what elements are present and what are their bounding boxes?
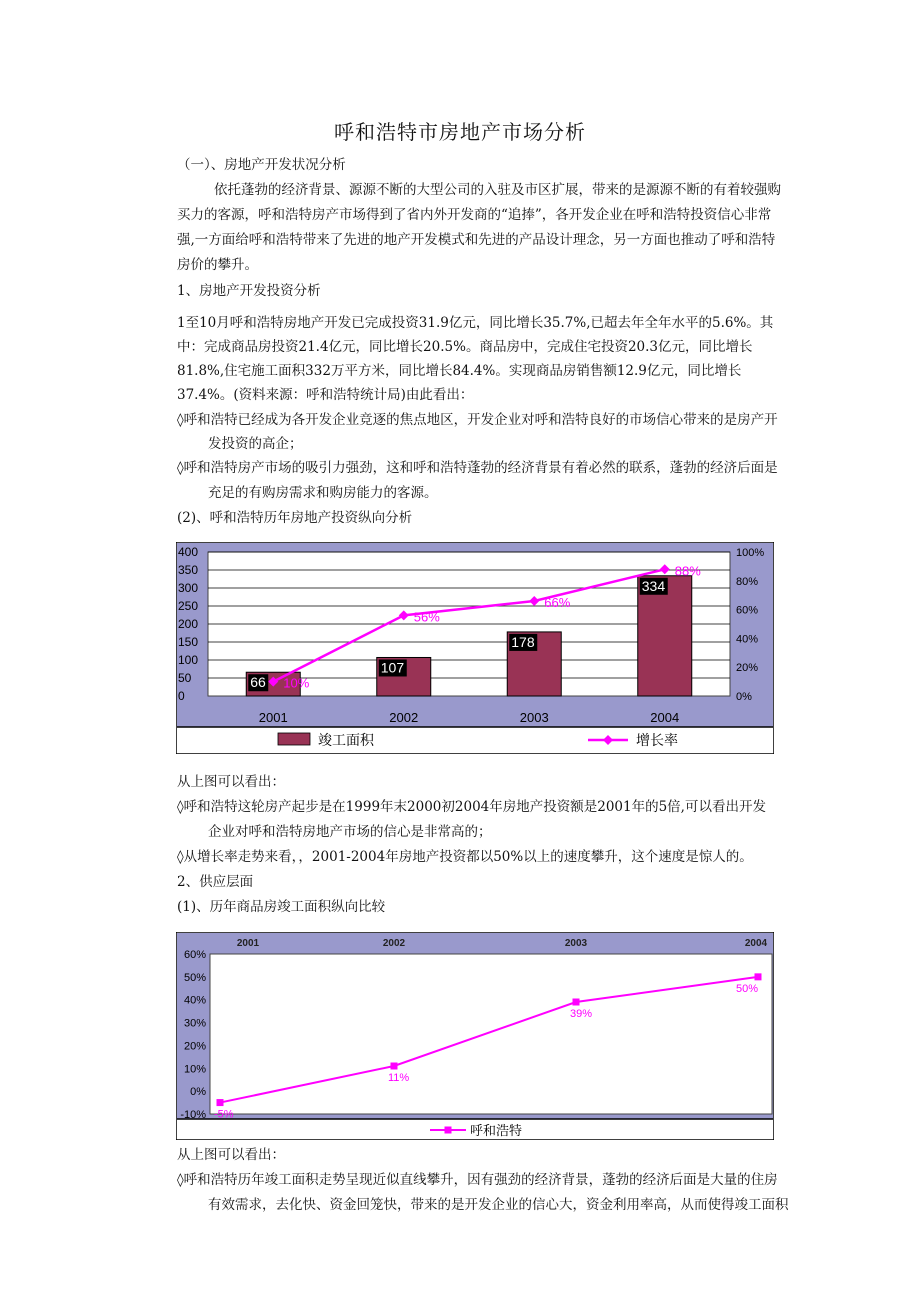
- legend-label: 增长率: [636, 732, 678, 748]
- y-tick-label: 250: [178, 599, 199, 613]
- see-from-chart2: 从上图可以看出：: [177, 1147, 285, 1163]
- y2-tick-label: 0%: [736, 691, 752, 703]
- y-tick-label: 10%: [183, 1063, 206, 1076]
- bar-data-label: 178: [511, 633, 535, 650]
- y-tick-label: 300: [178, 581, 199, 595]
- chart2-heading: (1)、历年商品房竣工面积纵向比较: [177, 899, 386, 915]
- y-tick-label: 200: [178, 617, 199, 631]
- section-heading-development: （一）、房地产开发状况分析: [177, 157, 346, 173]
- growth-data-label: 88%: [674, 563, 701, 579]
- bullet-diamond-icon: ◊: [177, 460, 184, 476]
- y-tick-label: 50%: [183, 971, 206, 984]
- bullet-continuation: 企业对呼和浩特房地产市场的信心是非常高的；: [208, 824, 492, 840]
- growth-data-label: 66%: [544, 594, 571, 610]
- bullet-text: 呼和浩特已经成为各开发企业竞逐的焦点地区，开发企业对呼和浩特良好的市场信心带来的是房产开: [183, 412, 778, 428]
- bullet-item: [177, 456, 778, 481]
- y-tick-label: 0: [178, 689, 185, 703]
- y-tick-label: 350: [178, 563, 199, 577]
- y-tick-label: 100: [178, 653, 199, 667]
- y2-tick-label: 20%: [736, 662, 759, 675]
- y2-tick-label: 40%: [736, 633, 759, 646]
- y-tick-label: -10%: [180, 1109, 206, 1121]
- y-tick-label: 150: [178, 635, 199, 649]
- x-tick-label: 2002: [389, 710, 419, 725]
- bullet-item: [177, 1168, 778, 1193]
- series-data-label: -5%: [214, 1108, 234, 1121]
- invest-line-1: 1至10月呼和浩特房地产开发已完成投资31.9亿元，同比增长35.7%,已超去年全年水平的5.6%。其: [177, 315, 774, 331]
- intro-line-2: 买力的客源，呼和浩特房产市场得到了省内外开发商的“追捧”，各开发企业在呼和浩特投资信心非常: [177, 207, 772, 223]
- y2-tick-label: 60%: [736, 604, 759, 617]
- bullet-text: 从增长率走势来看，，2001-2004年房地产投资都以50%以上的速度攀升，这个速度是惊人的。: [183, 849, 753, 865]
- bullet-text: 呼和浩特房产市场的吸引力强劲，这和呼和浩特蓬勃的经济背景有着必然的联系，蓬勃的经济后面是: [183, 460, 778, 476]
- chart2-plot-area: [210, 954, 772, 1114]
- bullet-diamond-icon: ◊: [177, 1172, 184, 1188]
- x-tick-label: 2004: [744, 938, 768, 949]
- y-tick-label: 400: [178, 545, 199, 559]
- y-tick-label: 20%: [183, 1040, 206, 1053]
- bullet-item: [177, 795, 766, 820]
- bullet-continuation: 发投资的高企；: [208, 436, 303, 452]
- bar-data-label: 66: [250, 674, 266, 691]
- subheading-investment: 1、房地产开发投资分析: [177, 283, 321, 299]
- completion-chart: [176, 932, 774, 1144]
- series-point-marker: [573, 999, 580, 1006]
- bullet-continuation: 有效需求，去化快、资金回笼快，带来的是开发企业的信心大，资金利用率高，从而使得竣工面积: [208, 1197, 789, 1213]
- bar-data-label: 334: [641, 577, 666, 594]
- series-data-label: 11%: [388, 1072, 410, 1084]
- legend-swatch-bar: [278, 733, 310, 745]
- bullet-diamond-icon: ◊: [177, 849, 184, 865]
- invest-line-4: 37.4%。(资料来源：呼和浩特统计局)由此看出：: [177, 387, 474, 403]
- y-tick-label: 0%: [190, 1086, 206, 1099]
- growth-data-label: 10%: [283, 675, 310, 691]
- legend-swatch-marker: [445, 1127, 452, 1134]
- x-tick-label: 2003: [564, 938, 588, 949]
- intro-line-4: 房价的攀升。: [177, 257, 258, 273]
- bullet-diamond-icon: ◊: [177, 412, 184, 428]
- growth-data-label: 56%: [413, 609, 440, 625]
- see-from-chart1: 从上图可以看出：: [177, 774, 285, 790]
- legend-label: 竣工面积: [318, 732, 374, 748]
- y-tick-label: 30%: [183, 1017, 206, 1030]
- invest-line-3: 81.8%,住宅施工面积332万平方米，同比增长84.4%。实现商品房销售额12.9亿元，同比增长: [177, 363, 742, 379]
- series-data-label: 39%: [570, 1008, 593, 1020]
- page-title: 呼和浩特市房地产市场分析: [334, 120, 586, 144]
- y-tick-label: 40%: [183, 994, 206, 1007]
- bullet-item: [177, 408, 778, 433]
- x-tick-label: 2003: [519, 710, 549, 725]
- bullet-continuation: 充足的有购房需求和购房能力的客源。: [208, 485, 438, 501]
- series-data-label: 50%: [736, 982, 759, 995]
- x-tick-label: 2001: [258, 710, 288, 725]
- x-tick-label: 2002: [382, 938, 406, 949]
- legend-label: 呼和浩特: [470, 1123, 523, 1138]
- bullet-item: [177, 845, 753, 870]
- y2-tick-label: 100%: [736, 547, 765, 559]
- completion-chart-svg: [176, 932, 774, 1140]
- intro-line-3: 强,一方面给呼和浩特带来了先进的地产开发模式和先进的产品设计理念，另一方面也推动了呼和浩特: [177, 232, 776, 248]
- series-point-marker: [217, 1099, 224, 1106]
- x-tick-label: 2001: [236, 938, 260, 949]
- bullet-text: 呼和浩特历年竣工面积走势呈现近似直线攀升，因有强劲的经济背景，蓬勃的经济后面是大量的住房: [183, 1172, 778, 1188]
- bar-data-label: 107: [380, 659, 405, 676]
- subheading-supply: 2、供应层面: [177, 874, 254, 890]
- series-point-marker: [391, 1063, 398, 1070]
- y-tick-label: 60%: [183, 949, 206, 961]
- intro-line-1: 依托蓬勃的经济背景、源源不断的大型公司的入驻及市区扩展，带来的是源源不断的有着较强购: [214, 182, 781, 198]
- invest-line-2: 中：完成商品房投资21.4亿元，同比增长20.5%。商品房中，完成住宅投资20.3亿元，同比增长: [177, 339, 753, 355]
- bullet-diamond-icon: ◊: [177, 799, 184, 815]
- y-tick-label: 50: [178, 671, 192, 685]
- y2-tick-label: 80%: [736, 575, 759, 588]
- investment-chart: [176, 542, 774, 758]
- chart1-heading: (2)、呼和浩特历年房地产投资纵向分析: [177, 510, 413, 526]
- investment-chart-svg: [176, 542, 774, 754]
- x-tick-label: 2004: [650, 710, 680, 725]
- series-point-marker: [755, 973, 762, 980]
- bullet-text: 呼和浩特这轮房产起步是在1999年末2000初2004年房地产投资额是2001年的5倍,可以看出开发: [183, 799, 766, 815]
